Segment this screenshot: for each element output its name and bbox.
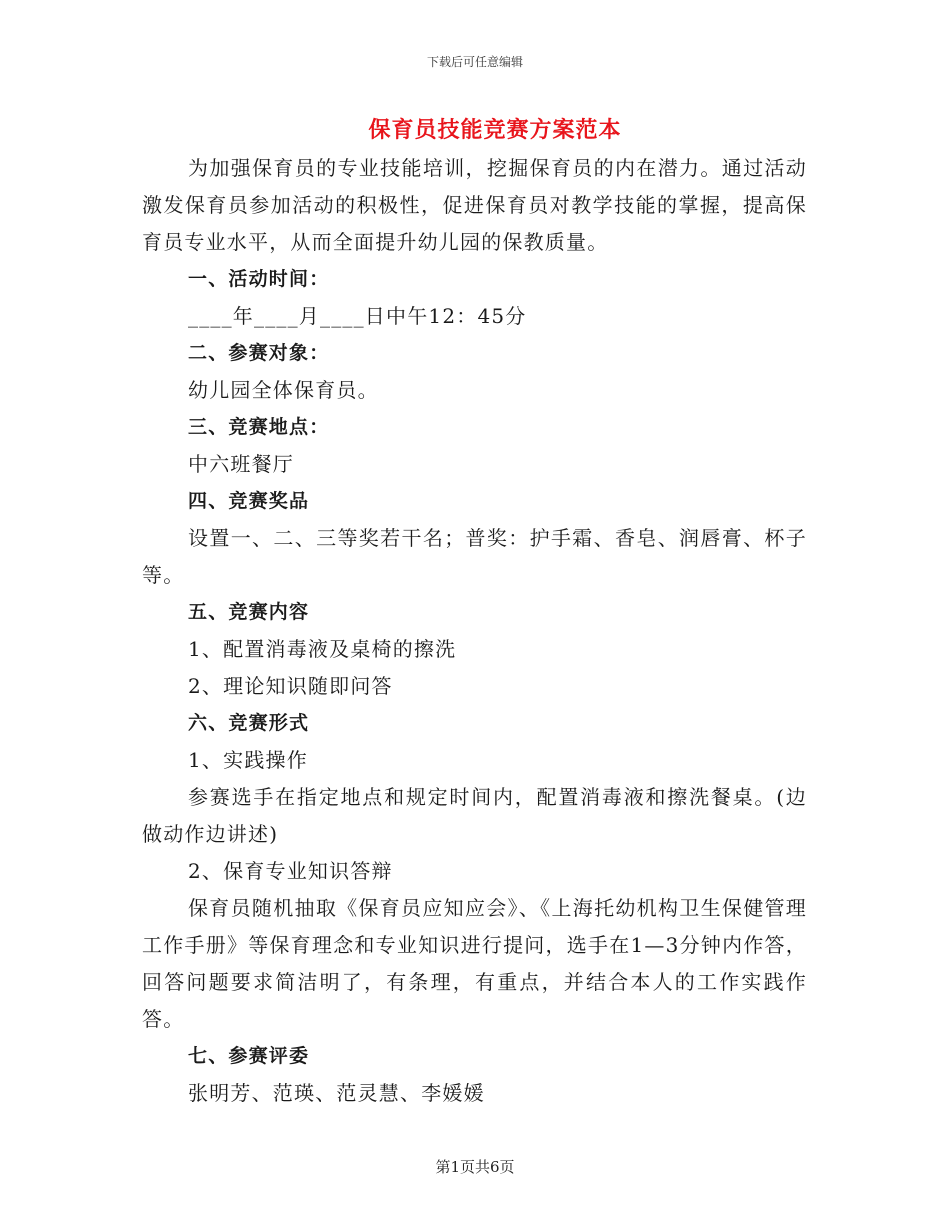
document-title: 保育员技能竞赛方案范本 bbox=[368, 117, 622, 143]
form-item-2-desc: 保育员随机抽取《保育员应知应会》、《上海托幼机构卫生保健管理工作手册》等保育理念和专业知识进行提问，选手在1—3分钟内作答，回答问题要求简洁明了，有条理，有重点，并结合本人的工作实践作答。 bbox=[142, 896, 807, 1031]
page-number: 第1页共6页 bbox=[435, 1158, 515, 1176]
document-body bbox=[142, 150, 807, 1112]
content-item-1: 1、配置消毒液及桌椅的擦洗 bbox=[188, 637, 457, 661]
section-heading-time: 一、活动时间： bbox=[188, 268, 330, 290]
judges-value: 张明芳、范瑛、范灵慧、李媛媛 bbox=[188, 1081, 485, 1105]
form-item-1-desc: 参赛选手在指定地点和规定时间内，配置消毒液和擦洗餐桌。(边做动作边讲述) bbox=[142, 785, 807, 846]
form-item-1: 1、实践操作 bbox=[188, 748, 308, 772]
section-heading-place: 三、竞赛地点： bbox=[188, 416, 330, 438]
section-heading-prize: 四、竞赛奖品 bbox=[188, 490, 310, 512]
section-heading-content: 五、竞赛内容 bbox=[188, 601, 310, 623]
intro-paragraph: 为加强保育员的专业技能培训，挖掘保育员的内在潜力。通过活动激发保育员参加活动的积极性，促进保育员对教学技能的掌握，提高保育员专业水平，从而全面提升幼儿园的保教质量。 bbox=[142, 156, 807, 254]
time-value: ____年____月____日中午12：45分 bbox=[188, 304, 527, 328]
header-note: 下载后可任意编辑 bbox=[426, 55, 523, 69]
section-heading-target: 二、参赛对象： bbox=[188, 342, 330, 364]
form-item-2: 2、保育专业知识答辩 bbox=[188, 859, 393, 883]
section-heading-judges: 七、参赛评委 bbox=[188, 1045, 310, 1067]
target-value: 幼儿园全体保育员。 bbox=[188, 378, 379, 402]
section-heading-form: 六、竞赛形式 bbox=[188, 712, 310, 734]
place-value: 中六班餐厅 bbox=[188, 452, 294, 476]
content-item-2: 2、理论知识随即问答 bbox=[188, 674, 393, 698]
prize-value: 设置一、二、三等奖若干名；普奖：护手霜、香皂、润唇膏、杯子等。 bbox=[142, 526, 807, 587]
